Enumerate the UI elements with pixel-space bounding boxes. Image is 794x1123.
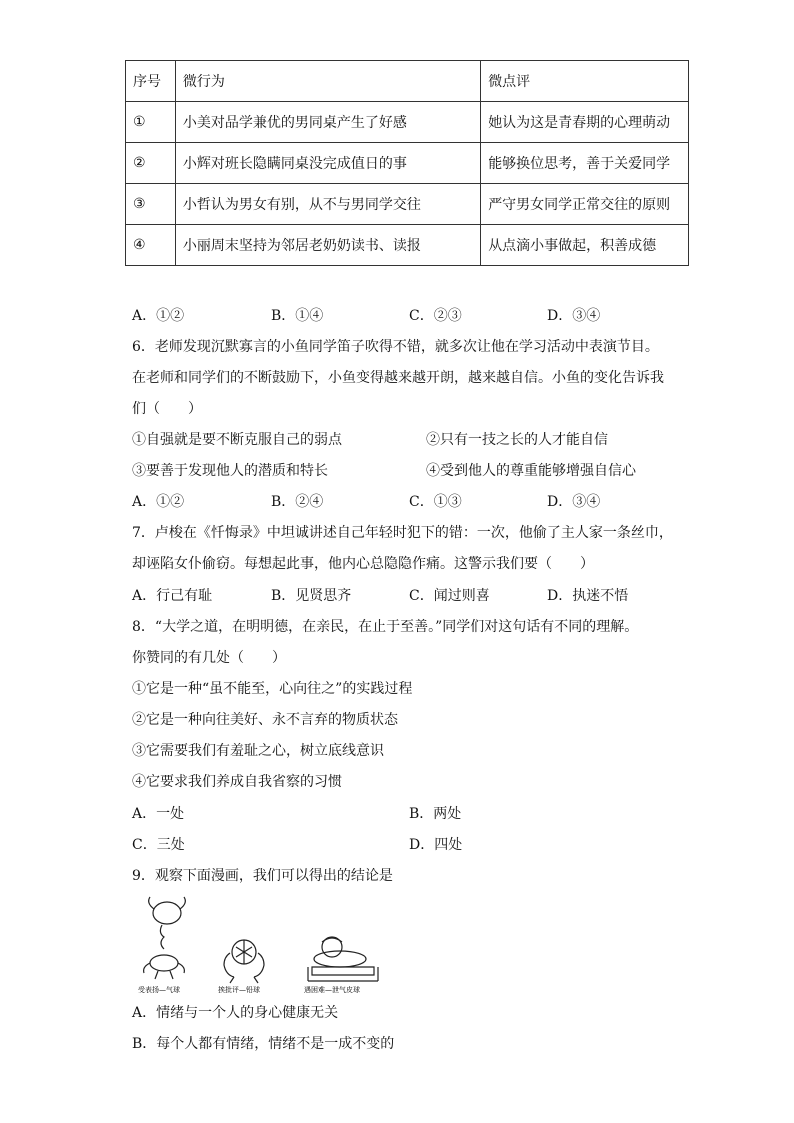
q7-stem-line-2: 却诬陷女仆偷窃。每想起此事，他内心总隐隐作痛。这警示我们要（ ） xyxy=(132,556,594,572)
table-cell: 小哲认为男女有别，从不与男同学交往 xyxy=(175,184,480,225)
table-cell: ① xyxy=(126,102,176,143)
q7-option-d: D．执迷不悟 xyxy=(547,588,629,604)
behavior-table xyxy=(125,60,689,266)
table-cell: 从点滴小事做起，积善成德 xyxy=(481,225,689,266)
q6-item-3: ③要善于发现他人的潜质和特长 xyxy=(132,463,328,479)
q6-stem-line-1: 6．老师发现沉默寡言的小鱼同学笛子吹得不错，就多次让他在学习活动中表演节目。 xyxy=(132,339,659,355)
q7-option-b: B．见贤思齐 xyxy=(271,588,352,604)
q6-option-c: C．①③ xyxy=(409,494,462,510)
q8-item-3: ③它需要我们有羞耻之心，树立底线意识 xyxy=(132,743,384,759)
header-cell-behavior: 微行为 xyxy=(175,61,480,102)
table-row xyxy=(126,102,689,143)
table-row xyxy=(126,225,689,266)
q8-item-2: ②它是一种向往美好、永不言弃的物质状态 xyxy=(132,712,398,728)
q9-option-b: B．每个人都有情绪，情绪不是一成不变的 xyxy=(132,1036,395,1052)
q5-option-c: C．②③ xyxy=(409,308,462,324)
q8-stem-line-2: 你赞同的有几处（ ） xyxy=(132,650,286,666)
q7-option-c: C．闻过则喜 xyxy=(409,588,490,604)
caption-1: 受表扬—气球 xyxy=(138,986,180,994)
table-cell: 严守男女同学正常交往的原则 xyxy=(481,184,689,225)
table-cell: 能够换位思考，善于关爱同学 xyxy=(481,143,689,184)
cartoon-illustration xyxy=(132,895,392,995)
q8-option-c: C．三处 xyxy=(132,837,185,853)
header-cell-comment: 微点评 xyxy=(481,61,689,102)
table-cell: 小美对品学兼优的男同桌产生了好感 xyxy=(175,102,480,143)
q6-item-4: ④受到他人的尊重能够增强自信心 xyxy=(426,463,636,479)
q6-item-2: ②只有一技之长的人才能自信 xyxy=(426,432,608,448)
table-cell: ③ xyxy=(126,184,176,225)
q7-stem-line-1: 7．卢梭在《忏悔录》中坦诚讲述自己年轻时犯下的错：一次，他偷了主人家一条丝巾， xyxy=(132,525,673,541)
caption-3: 遇困难—泄气皮球 xyxy=(304,986,360,994)
q8-item-1: ①它是一种“虽不能至，心向往之”的实践过程 xyxy=(132,681,413,697)
table-row xyxy=(126,143,689,184)
q8-option-d: D．四处 xyxy=(409,837,463,853)
q7-option-a: A．行己有耻 xyxy=(132,588,213,604)
q8-option-a: A．一处 xyxy=(132,806,185,822)
q8-stem-line-1: 8．“大学之道，在明明德，在亲民，在止于至善。”同学们对这句话有不同的理解。 xyxy=(132,619,639,635)
table-cell: ④ xyxy=(126,225,176,266)
header-cell-index: 序号 xyxy=(126,61,176,102)
q6-stem-line-2: 在老师和同学们的不断鼓励下，小鱼变得越来越开朗，越来越自信。小鱼的变化告诉我 xyxy=(132,370,664,386)
q6-option-b: B．②④ xyxy=(271,494,324,510)
q9-stem: 9．观察下面漫画，我们可以得出的结论是 xyxy=(132,868,393,884)
table-row xyxy=(126,184,689,225)
q6-option-a: A．①② xyxy=(132,494,185,510)
q6-stem-line-3: 们（ ） xyxy=(132,401,202,417)
table-cell: 小丽周末坚持为邻居老奶奶读书、读报 xyxy=(175,225,480,266)
q5-option-a: A．①② xyxy=(132,308,185,324)
q5-option-b: B．①④ xyxy=(271,308,324,324)
q8-item-4: ④它要求我们养成自我省察的习惯 xyxy=(132,774,342,790)
q6-item-1: ①自强就是要不断克服自己的弱点 xyxy=(132,432,342,448)
q9-option-a: A．情绪与一个人的身心健康无关 xyxy=(132,1005,339,1021)
q5-option-d: D．③④ xyxy=(547,308,601,324)
table-cell: 小辉对班长隐瞒同桌没完成值日的事 xyxy=(175,143,480,184)
caption-2: 挨批评—铅球 xyxy=(218,986,260,994)
table-header-row xyxy=(126,61,689,102)
table-cell: 她认为这是青春期的心理萌动 xyxy=(481,102,689,143)
table-cell: ② xyxy=(126,143,176,184)
q8-option-b: B．两处 xyxy=(409,806,462,822)
q6-option-d: D．③④ xyxy=(547,494,601,510)
